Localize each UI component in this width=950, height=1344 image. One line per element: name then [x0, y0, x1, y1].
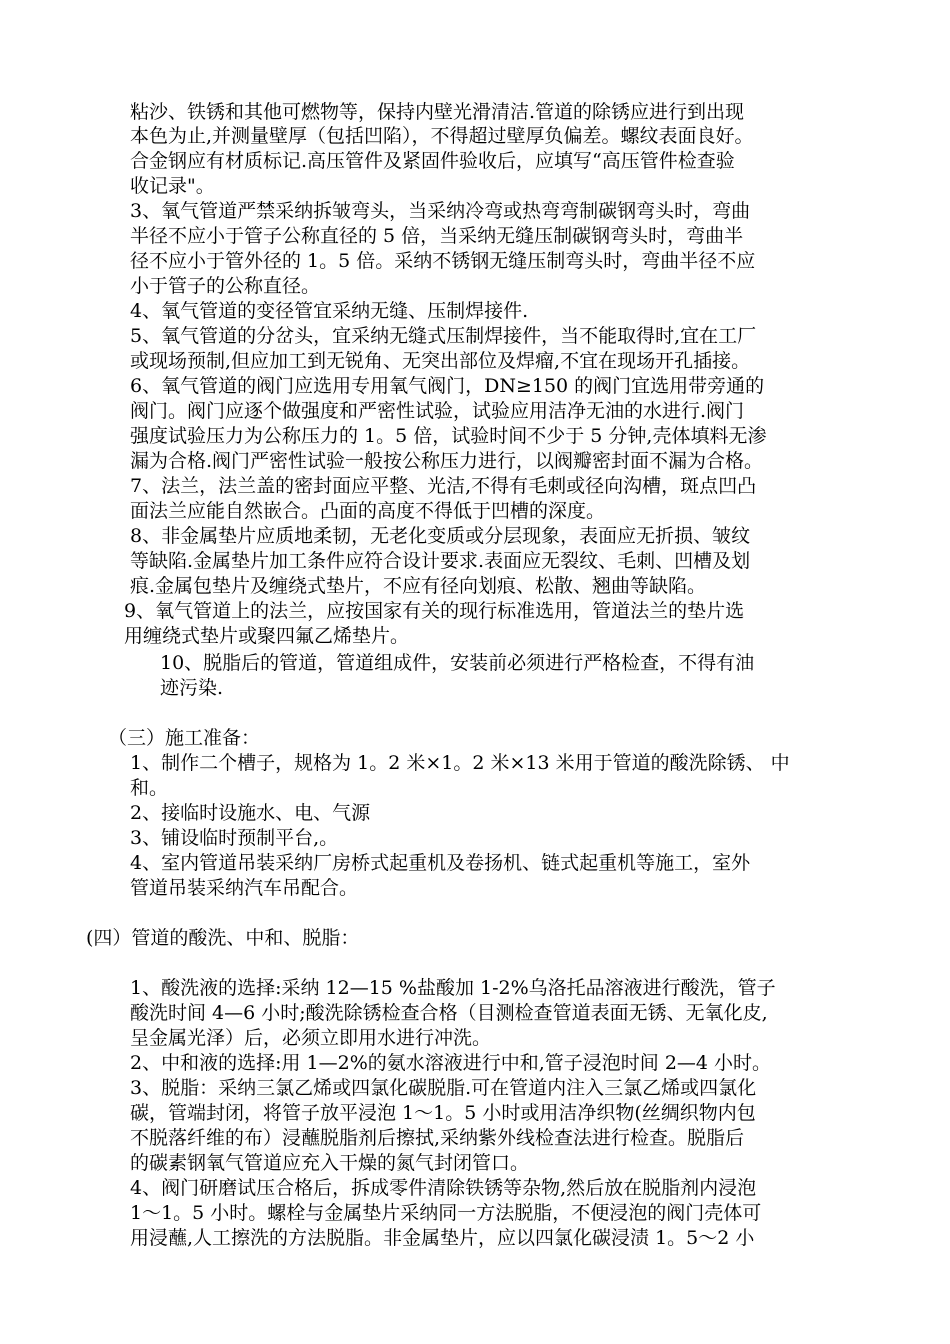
text-line: 用浸蘸,人工擦洗的方法脱脂。非金属垫片，应以四氯化碳浸渍 1。5～2 小: [130, 1227, 755, 1249]
text-line: 面法兰应能自然嵌合。凸面的高度不得低于凹槽的深度。: [130, 500, 606, 522]
text-line: 用缠绕式垫片或聚四氟乙烯垫片。: [124, 625, 410, 647]
text-line: 强度试验压力为公称压力的 1。5 倍，试验时间不少于 5 分钟,壳体填料无渗: [130, 425, 767, 447]
text-line: 1、酸洗液的选择:采纳 12—15 %盐酸加 1-2%乌洛托品溶液进行酸洗，管子: [130, 977, 776, 999]
text-line: 和。: [130, 777, 169, 799]
text-line: 4、室内管道吊装采纳厂房桥式起重机及卷扬机、链式起重机等施工，室外: [130, 852, 751, 874]
text-line: 迹污染.: [160, 677, 224, 699]
text-line: 径不应小于管外径的 1。5 倍。采纳不锈钢无缝压制弯头时，弯曲半径不应: [130, 250, 756, 272]
text-line: 合金钢应有材质标记.高压管件及紧固件验收后，应填写“高压管件检查验: [130, 150, 735, 172]
text-line: 2、接临时设施水、电、气源: [130, 802, 371, 824]
text-line: 4、阀门研磨试压合格后，拆成零件清除铁锈等杂物,然后放在脱脂剂内浸泡: [130, 1177, 757, 1199]
text-line: 阀门。阀门应逐个做强度和严密性试验，试验应用洁净无油的水进行.阀门: [130, 400, 745, 422]
text-line: 等缺陷.金属垫片加工条件应符合设计要求.表面应无裂纹、毛刺、凹槽及划: [130, 550, 751, 572]
text-line: 4、氧气管道的变径管宜采纳无缝、压制焊接件.: [130, 300, 529, 322]
section-heading: （三）施工准备：: [108, 727, 261, 749]
text-line: 3、氧气管道严禁采纳拆皱弯头，当采纳冷弯或热弯弯制碳钢弯头时，弯曲: [130, 200, 751, 222]
text-line: 9、氧气管道上的法兰，应按国家有关的现行标准选用，管道法兰的垫片选: [124, 600, 745, 622]
text-line: 漏为合格.阀门严密性试验一般按公称压力进行，以阀瓣密封面不漏为合格。: [130, 450, 764, 472]
section-heading: (四）管道的酸洗、中和、脱脂：: [86, 927, 360, 949]
text-line: 本色为止,并测量壁厚（包括凹陷），不得超过壁厚负偏差。螺纹表面良好。: [130, 125, 754, 147]
text-line: 酸洗时间 4—6 小时;酸洗除锈检查合格（目测检查管道表面无锈、无氧化皮,: [130, 1002, 768, 1024]
text-line: 管道吊装采纳汽车吊配合。: [130, 877, 359, 899]
text-line: 小于管子的公称直径。: [130, 275, 321, 297]
text-line: 1、制作二个槽子，规格为 1。2 米×1。2 米×13 米用于管道的酸洗除锈、 中: [130, 752, 790, 774]
text-line: 10、脱脂后的管道，管道组成件，安装前必须进行严格检查，不得有油: [160, 652, 755, 674]
text-line: 收记录"。: [130, 175, 215, 197]
text-line: 或现场预制,但应加工到无锐角、无突出部位及焊瘤,不宜在现场开孔插接。: [130, 350, 751, 372]
text-line: 7、法兰，法兰盖的密封面应平整、光洁,不得有毛刺或径向沟槽，斑点凹凸: [130, 475, 757, 497]
text-line: 3、脱脂：采纳三氯乙烯或四氯化碳脱脂.可在管道内注入三氯乙烯或四氯化: [130, 1077, 757, 1099]
text-line: 3、铺设临时预制平台,。: [130, 827, 339, 849]
text-line: 1～1。5 小时。螺栓与金属垫片采纳同一方法脱脂，不便浸泡的阀门壳体可: [130, 1202, 762, 1224]
text-line: 痕.金属包垫片及缠绕式垫片，不应有径向划痕、松散、翘曲等缺陷。: [130, 575, 707, 597]
text-line: 碳，管端封闭，将管子放平浸泡 1～1。5 小时或用洁净织物(丝绸织物内包: [130, 1102, 756, 1124]
text-line: 8、非金属垫片应质地柔韧，无老化变质或分层现象，表面应无折损、皱纹: [130, 525, 751, 547]
text-line: 粘沙、铁锈和其他可燃物等，保持内壁光滑清洁.管道的除锈应进行到出现: [130, 101, 745, 123]
text-line: 5、氧气管道的分岔头，宜采纳无缝式压制焊接件，当不能取得时,宜在工厂: [130, 325, 757, 347]
text-line: 半径不应小于管子公称直径的 5 倍，当采纳无缝压制碳钢弯头时，弯曲半: [130, 225, 744, 247]
text-line: 的碳素钢氧气管道应充入干燥的氮气封闭管口。: [130, 1152, 530, 1174]
text-line: 不脱落纤维的布）浸蘸脱脂剂后擦拭,采纳紫外线检查法进行检查。脱脂后: [130, 1127, 745, 1149]
text-line: 2、中和液的选择:用 1—2%的氨水溶液进行中和,管子浸泡时间 2—4 小时。: [130, 1052, 772, 1074]
text-line: 呈金属光泽）后，必须立即用水进行冲洗。: [130, 1027, 492, 1049]
text-line: 6、氧气管道的阀门应选用专用氧气阀门，DN≥150 的阀门宜选用带旁通的: [130, 375, 765, 397]
